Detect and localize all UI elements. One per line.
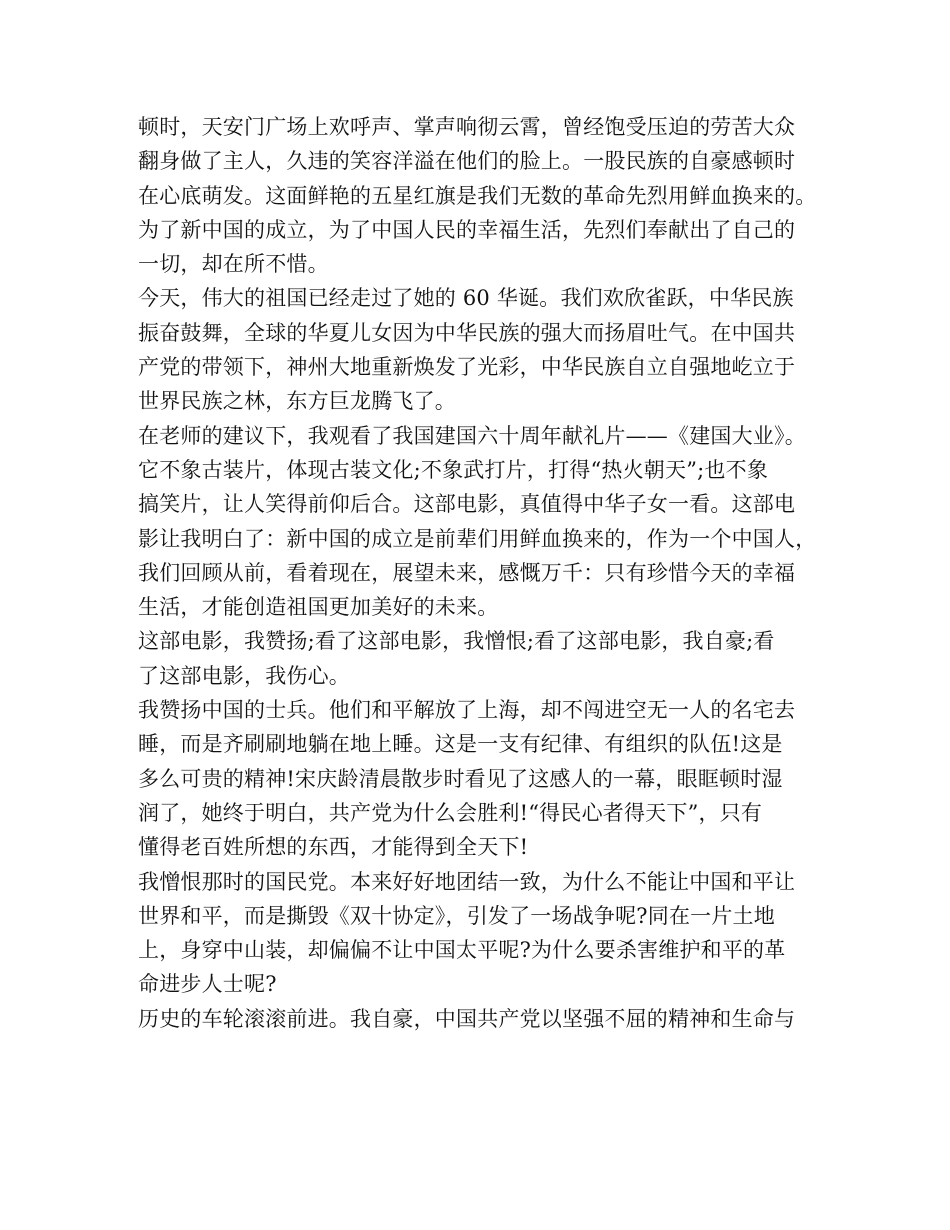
text-line: 产党的带领下，神州大地重新焕发了光彩，中华民族自立自强地屹立于 (138, 355, 796, 380)
text-line: 影让我明白了：新中国的成立是前辈们用鲜血换来的，作为一个中国人， (138, 526, 817, 551)
text-line: 睡，而是齐刷刷地躺在地上睡。这是一支有纪律、有组织的队伍!这是 (138, 732, 783, 757)
text-line: 在老师的建议下，我观看了我国建国六十周年献礼片——《建国大业》。 (138, 423, 806, 448)
text-line: 多么可贵的精神!宋庆龄清晨散步时看见了这感人的一幕，眼眶顿时湿 (138, 766, 783, 791)
text-line: 了这部电影，我伤心。 (138, 663, 350, 688)
text-line: 生活，才能创造祖国更加美好的未来。 (138, 595, 499, 620)
text-line: 它不象古装片，体现古装文化;不象武打片，打得“热火朝天”;也不象 (138, 457, 769, 482)
text-line: 润了，她终于明白，共产党为什么会胜利!“得民心者得天下”，只有 (138, 800, 763, 825)
text-line: 世界和平，而是撕毁《双十协定》，引发了一场战争呢?同在一片土地 (138, 903, 775, 928)
text-line: 我们回顾从前，看着现在，展望未来，感慨万千：只有珍惜今天的幸福 (138, 560, 796, 585)
text-line: 命进步人士呢? (138, 972, 277, 997)
text-line: 一切，却在所不惜。 (138, 252, 329, 277)
text-line: 为了新中国的成立，为了中国人民的幸福生活，先烈们奉献出了自己的 (138, 217, 796, 242)
text-line: 历史的车轮滚滚前进。我自豪，中国共产党以坚强不屈的精神和生命与 (138, 1006, 796, 1031)
text-line: 顿时，天安门广场上欢呼声、掌声响彻云霄，曾经饱受压迫的劳苦大众 (138, 115, 796, 139)
text-line: 在心底萌发。这面鲜艳的五星红旗是我们无数的革命先烈用鲜血换来的。 (138, 183, 817, 208)
text-line: 我憎恨那时的国民党。本来好好地团结一致，为什么不能让中国和平让 (138, 869, 796, 894)
text-line: 翻身做了主人，久违的笑容洋溢在他们的脸上。一股民族的自豪感顿时 (138, 149, 796, 174)
text-line: 世界民族之林，东方巨龙腾飞了。 (138, 389, 456, 414)
body-text (138, 110, 818, 1036)
text-line: 我赞扬中国的士兵。他们和平解放了上海，却不闯进空无一人的名宅去 (138, 698, 796, 723)
text-line: 上，身穿中山装，却偏偏不让中国太平呢?为什么要杀害维护和平的革 (138, 938, 786, 963)
text-line: 振奋鼓舞，全球的华夏儿女因为中华民族的强大而扬眉吐气。在中国共 (138, 320, 796, 345)
text-line: 今天，伟大的祖国已经走过了她的 60 华诞。我们欢欣雀跃，中华民族 (138, 286, 794, 311)
text-line: 搞笑片，让人笑得前仰后合。这部电影，真值得中华子女一看。这部电 (138, 492, 796, 517)
text-line: 这部电影，我赞扬;看了这部电影，我憎恨;看了这部电影，我自豪;看 (138, 629, 775, 654)
text-line: 懂得老百姓所想的东西，才能得到全天下! (138, 835, 529, 860)
